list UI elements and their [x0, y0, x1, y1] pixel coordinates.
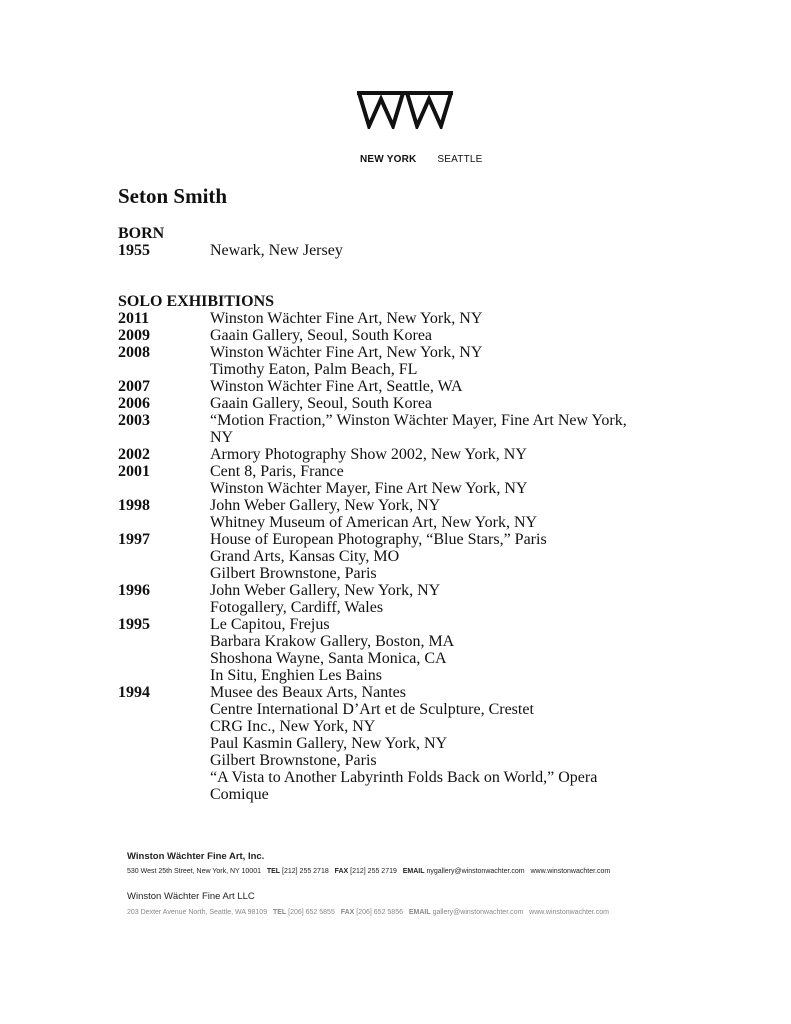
exhibition-year	[118, 735, 210, 752]
ny-email: nygallery@winstonwachter.com	[426, 868, 525, 875]
exhibition-venue: Paul Kasmin Gallery, New York, NY	[210, 735, 448, 752]
solo-exhibitions-heading: SOLO EXHIBITIONS	[118, 293, 275, 310]
exhibition-row	[118, 633, 678, 650]
exhibition-year: 2007	[118, 378, 150, 395]
city-list	[360, 154, 483, 165]
exhibition-year: 1996	[118, 582, 150, 599]
exhibition-venue: Gaain Gallery, Seoul, South Korea	[210, 395, 433, 412]
exhibition-year	[118, 786, 210, 803]
solo-exhibitions-list	[118, 310, 678, 803]
ny-tel-label: TEL	[266, 868, 281, 875]
exhibition-venue: Winston Wächter Mayer, Fine Art New York, NY	[210, 480, 528, 497]
ny-contact-line	[127, 868, 610, 875]
ny-fax: [212] 255 2719	[350, 868, 397, 875]
exhibition-venue: Grand Arts, Kansas City, MO	[210, 548, 400, 565]
exhibition-year	[118, 480, 210, 497]
ny-company-name: Winston Wächter Fine Art, Inc.	[127, 851, 265, 862]
exhibition-year: 2001	[118, 463, 150, 480]
exhibition-year	[118, 633, 210, 650]
exhibition-year	[118, 667, 210, 684]
exhibition-row	[118, 718, 678, 735]
exhibition-year: 1994	[118, 684, 150, 701]
exhibition-year: 2002	[118, 446, 150, 463]
exhibition-year	[118, 752, 210, 769]
born-place: Newark, New Jersey	[210, 242, 343, 259]
exhibition-venue: Fotogallery, Cardiff, Wales	[210, 599, 384, 616]
exhibition-venue: Musee des Beaux Arts, Nantes	[210, 684, 406, 701]
exhibition-venue: John Weber Gallery, New York, NY	[210, 582, 441, 599]
exhibition-year	[118, 769, 210, 786]
exhibition-year	[118, 650, 210, 667]
exhibition-row	[118, 565, 678, 582]
exhibition-row	[118, 480, 678, 497]
exhibition-row	[118, 735, 678, 752]
exhibition-year	[118, 548, 210, 565]
exhibition-row	[118, 310, 678, 327]
city-seattle: SEATTLE	[437, 154, 483, 165]
exhibition-row	[118, 344, 678, 361]
exhibition-venue: Gaain Gallery, Seoul, South Korea	[210, 327, 433, 344]
exhibition-row	[118, 786, 678, 803]
ny-website: www.winstonwachter.com	[530, 868, 611, 875]
seattle-email-label: EMAIL	[408, 909, 431, 916]
exhibition-row	[118, 463, 678, 480]
exhibition-venue: John Weber Gallery, New York, NY	[210, 497, 441, 514]
seattle-address: 203 Dexter Avenue North, Seattle, WA 98109	[127, 909, 268, 916]
exhibition-row	[118, 395, 678, 412]
exhibition-year: 2006	[118, 395, 150, 412]
exhibition-venue: Le Capitou, Frejus	[210, 616, 330, 633]
seattle-tel-label: TEL	[272, 909, 287, 916]
seattle-company-name: Winston Wächter Fine Art LLC	[127, 891, 255, 902]
exhibition-row	[118, 446, 678, 463]
exhibition-row	[118, 412, 678, 429]
exhibition-venue: Timothy Eaton, Palm Beach, FL	[210, 361, 418, 378]
exhibition-row	[118, 531, 678, 548]
ny-email-label: EMAIL	[402, 868, 425, 875]
ww-logo	[357, 91, 453, 129]
exhibition-year: 2009	[118, 327, 150, 344]
seattle-fax-label: FAX	[340, 909, 355, 916]
seattle-website: www.winstonwachter.com	[529, 909, 609, 916]
exhibition-row	[118, 599, 678, 616]
exhibition-year	[118, 599, 210, 616]
born-year: 1955	[118, 242, 150, 259]
seattle-fax: [206] 652 5856	[356, 909, 403, 916]
born-row	[118, 242, 678, 259]
exhibition-venue: Comique	[210, 786, 269, 803]
exhibition-row	[118, 752, 678, 769]
seattle-tel: [206] 652 5855	[288, 909, 335, 916]
exhibition-row	[118, 497, 678, 514]
exhibition-venue: Armory Photography Show 2002, New York, NY	[210, 446, 527, 463]
exhibition-year: 2008	[118, 344, 150, 361]
artist-name: Seton Smith	[118, 184, 228, 208]
exhibition-venue: In Situ, Enghien Les Bains	[210, 667, 382, 684]
exhibition-year	[118, 361, 210, 378]
exhibition-venue: Cent 8, Paris, France	[210, 463, 344, 480]
exhibition-venue: Shoshona Wayne, Santa Monica, CA	[210, 650, 447, 667]
exhibition-venue: Barbara Krakow Gallery, Boston, MA	[210, 633, 455, 650]
exhibition-row	[118, 769, 678, 786]
exhibition-venue: Winston Wächter Fine Art, New York, NY	[210, 310, 483, 327]
exhibition-year	[118, 565, 210, 582]
exhibition-row	[118, 327, 678, 344]
exhibition-row	[118, 378, 678, 395]
exhibition-row	[118, 582, 678, 599]
exhibition-row	[118, 548, 678, 565]
exhibition-venue: Gilbert Brownstone, Paris	[210, 752, 377, 769]
seattle-email: gallery@winstonwachter.com	[432, 909, 524, 916]
exhibition-year: 1998	[118, 497, 150, 514]
exhibition-row	[118, 514, 678, 531]
exhibition-row	[118, 701, 678, 718]
exhibition-row	[118, 429, 678, 446]
exhibition-year: 1995	[118, 616, 150, 633]
exhibition-row	[118, 684, 678, 701]
exhibition-year: 1997	[118, 531, 150, 548]
exhibition-year	[118, 718, 210, 735]
exhibition-row	[118, 616, 678, 633]
exhibition-year: 2003	[118, 412, 150, 429]
exhibition-row	[118, 361, 678, 378]
ny-fax-label: FAX	[334, 868, 349, 875]
exhibition-venue: Centre International D’Art et de Sculpture, Crestet	[210, 701, 534, 718]
exhibition-venue: NY	[210, 429, 234, 446]
exhibition-venue: Gilbert Brownstone, Paris	[210, 565, 377, 582]
ny-tel: [212] 255 2718	[282, 868, 329, 875]
exhibition-venue: House of European Photography, “Blue Stars,” Paris	[210, 531, 547, 548]
seattle-contact-line	[127, 909, 609, 916]
exhibition-venue: Winston Wächter Fine Art, New York, NY	[210, 344, 483, 361]
exhibition-row	[118, 650, 678, 667]
exhibition-year	[118, 514, 210, 531]
born-heading: BORN	[118, 225, 165, 242]
exhibition-venue: Winston Wächter Fine Art, Seattle, WA	[210, 378, 463, 395]
exhibition-venue: “Motion Fraction,” Winston Wächter Mayer, Fine Art New York,	[210, 412, 627, 429]
exhibition-year: 2011	[118, 310, 150, 327]
ny-address: 530 West 25th Street, New York, NY 10001	[127, 868, 261, 875]
exhibition-venue: Whitney Museum of American Art, New York, NY	[210, 514, 538, 531]
exhibition-venue: “A Vista to Another Labyrinth Folds Back on World,” Opera	[210, 769, 598, 786]
exhibition-venue: CRG Inc., New York, NY	[210, 718, 376, 735]
exhibition-row	[118, 667, 678, 684]
letterhead-footer	[118, 836, 674, 936]
born-section	[118, 242, 678, 259]
city-new-york: NEW YORK	[360, 154, 417, 165]
exhibition-year	[118, 701, 210, 718]
exhibition-year	[118, 429, 210, 446]
